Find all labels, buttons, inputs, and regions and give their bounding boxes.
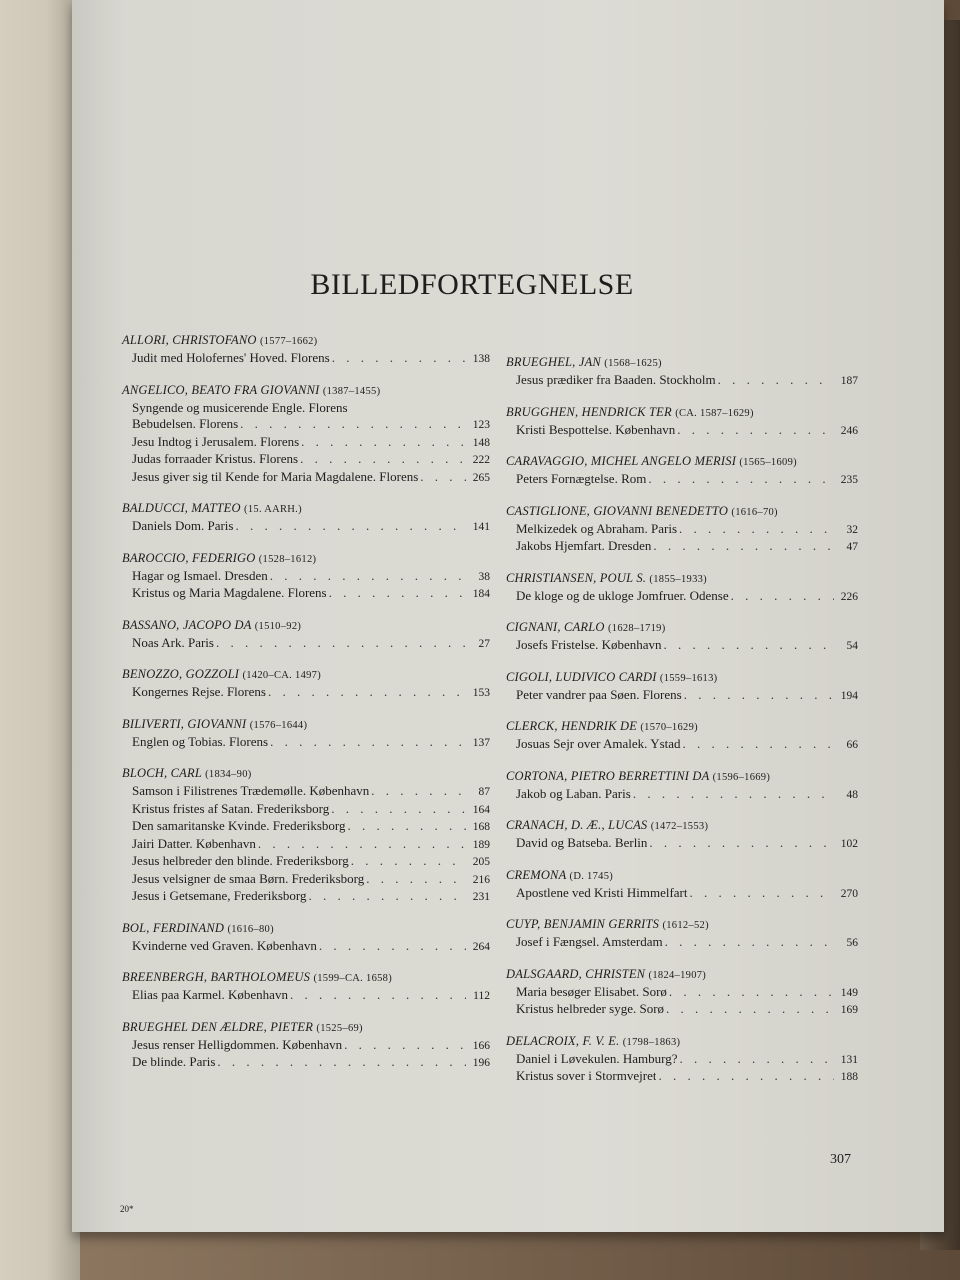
dot-leader bbox=[418, 469, 466, 486]
dot-leader bbox=[233, 518, 466, 535]
dot-leader bbox=[298, 451, 466, 468]
artwork-item bbox=[122, 635, 490, 653]
dot-leader bbox=[364, 871, 466, 888]
artist-dates: (1612–52) bbox=[662, 920, 709, 931]
artwork-title: Peter vandrer paa Søen. Florens bbox=[516, 686, 682, 702]
artist-dates: (1628–1719) bbox=[607, 623, 666, 634]
artwork-page: 148 bbox=[472, 436, 490, 449]
dot-leader bbox=[317, 938, 466, 955]
index-entry bbox=[122, 666, 490, 702]
artwork-page: 246 bbox=[840, 424, 858, 437]
dot-leader bbox=[677, 521, 834, 538]
artwork-title: Jesus giver sig til Kende for Maria Magdalene. Florens bbox=[132, 468, 419, 484]
index-entry bbox=[122, 382, 490, 487]
artwork-title: Kristus helbreder syge. Sorø bbox=[516, 1001, 665, 1016]
artwork-title: Daniel i Løvekulen. Hamburg? bbox=[516, 1050, 678, 1066]
dot-leader bbox=[256, 836, 466, 853]
artwork-item bbox=[122, 400, 490, 417]
index-entry bbox=[122, 550, 490, 603]
artwork-title: Kristi Bespottelse. København bbox=[516, 421, 676, 437]
artwork-title: Jairi Datter. København bbox=[132, 835, 256, 851]
dot-leader bbox=[675, 422, 834, 439]
artist-name: BRUEGHEL, JAN bbox=[506, 355, 601, 369]
artist-name: DALSGAARD, CHRISTEN bbox=[506, 966, 646, 981]
artwork-page: 166 bbox=[472, 1039, 490, 1052]
artist-heading bbox=[122, 969, 490, 987]
artist-heading bbox=[122, 666, 490, 684]
artwork-title: Jesus renser Helligdommen. København bbox=[132, 1036, 343, 1052]
artist-name: CREMONA bbox=[506, 867, 567, 882]
artist-dates: (1570–1629) bbox=[640, 722, 698, 733]
dot-leader bbox=[369, 783, 466, 800]
artist-heading bbox=[506, 453, 858, 471]
artist-name: CUYP, BENJAMIN GERRITS bbox=[506, 917, 660, 931]
dot-leader bbox=[327, 585, 466, 602]
artwork-title: Jesu Indtog i Jerusalem. Florens bbox=[132, 433, 300, 449]
artist-name: ALLORI, CHRISTOFANO bbox=[122, 333, 257, 347]
artwork-title: Josef i Fængsel. Amsterdam bbox=[516, 934, 663, 949]
artwork-item bbox=[122, 853, 490, 871]
artist-heading bbox=[122, 550, 490, 568]
book-page bbox=[72, 0, 944, 1232]
dot-leader bbox=[647, 835, 834, 852]
artwork-title: Kvinderne ved Graven. København bbox=[132, 937, 317, 953]
artwork-title: Samson i Filistrenes Trædemølle. København bbox=[132, 783, 370, 798]
artwork-page: 56 bbox=[846, 937, 858, 949]
artwork-page: 48 bbox=[846, 788, 858, 801]
artist-heading bbox=[506, 718, 858, 736]
index-entry bbox=[506, 1033, 858, 1086]
dot-leader bbox=[663, 934, 834, 951]
index-entry bbox=[506, 453, 858, 489]
artist-heading bbox=[506, 619, 858, 637]
dot-leader bbox=[662, 637, 834, 654]
artwork-item bbox=[506, 736, 858, 754]
artwork-title: Kristus fristes af Satan. Frederiksborg bbox=[132, 800, 330, 816]
index-column-left bbox=[122, 332, 490, 1086]
dot-leader bbox=[656, 1068, 834, 1085]
index-entry bbox=[506, 619, 858, 655]
artist-name: ANGELICO, BEATO FRA GIOVANNI bbox=[122, 382, 320, 397]
artwork-page: 169 bbox=[840, 1004, 858, 1016]
artist-name: BAROCCIO, FEDERIGO bbox=[122, 550, 256, 565]
artwork-title: Daniels Dom. Paris bbox=[132, 518, 234, 533]
artwork-item bbox=[506, 687, 858, 705]
artwork-item bbox=[122, 1054, 490, 1072]
artist-name: CASTIGLIONE, GIOVANNI BENEDETTO bbox=[506, 503, 729, 518]
artwork-page: 54 bbox=[846, 640, 858, 652]
index-entry bbox=[506, 354, 858, 390]
artwork-title: Den samaritanske Kvinde. Frederiksborg bbox=[132, 818, 346, 833]
artist-heading bbox=[122, 617, 490, 635]
artwork-item bbox=[506, 372, 858, 390]
artwork-item bbox=[506, 538, 858, 556]
artwork-item bbox=[122, 836, 490, 854]
artist-dates: (1559–1613) bbox=[659, 672, 718, 684]
artist-name: CIGOLI, LUDIVICO CARDI bbox=[506, 669, 657, 684]
artist-heading bbox=[506, 354, 858, 372]
artwork-page: 27 bbox=[478, 637, 490, 650]
artwork-title: Jakob og Laban. Paris bbox=[516, 785, 631, 801]
index-entry bbox=[506, 503, 858, 556]
index-entry bbox=[122, 969, 490, 1005]
dot-leader bbox=[631, 786, 834, 803]
artwork-item bbox=[506, 1001, 858, 1019]
artwork-item bbox=[122, 888, 490, 906]
artist-heading bbox=[506, 817, 858, 835]
dot-leader bbox=[646, 471, 834, 488]
artist-name: BENOZZO, GOZZOLI bbox=[122, 667, 240, 681]
dot-leader bbox=[667, 984, 834, 1001]
dot-leader bbox=[651, 538, 834, 555]
artwork-item bbox=[122, 568, 490, 586]
artwork-page: 222 bbox=[472, 454, 490, 466]
dot-leader bbox=[349, 853, 466, 870]
dot-leader bbox=[664, 1001, 834, 1018]
artist-name: CRANACH, D. Æ., LUCAS bbox=[506, 818, 648, 832]
artwork-page: 265 bbox=[472, 471, 490, 484]
artist-heading bbox=[506, 966, 858, 984]
index-entry bbox=[506, 916, 858, 952]
index-entry bbox=[122, 765, 490, 906]
artwork-item bbox=[122, 783, 490, 801]
artwork-title: Kongernes Rejse. Florens bbox=[132, 684, 266, 699]
artist-dates: (1855–1933) bbox=[649, 573, 707, 585]
dot-leader bbox=[268, 734, 466, 751]
artist-dates: (1568–1625) bbox=[604, 358, 662, 369]
artwork-page: 38 bbox=[478, 570, 490, 583]
artist-name: CIGNANI, CARLO bbox=[506, 620, 605, 634]
signature-mark: 20* bbox=[120, 1204, 134, 1214]
artwork-item bbox=[122, 684, 490, 702]
artist-dates: (1616–70) bbox=[731, 506, 778, 518]
artwork-title: Peters Fornægtelse. Rom bbox=[516, 471, 647, 486]
artwork-title: Jesus velsigner de smaa Børn. Frederiksborg bbox=[132, 870, 365, 886]
artwork-title: Maria besøger Elisabet. Sorø bbox=[516, 983, 667, 999]
artwork-item bbox=[506, 885, 858, 903]
artwork-title: Judit med Holofernes' Hoved. Florens bbox=[132, 350, 330, 365]
artwork-title: Elias paa Karmel. København bbox=[132, 987, 288, 1002]
artist-name: BRUEGHEL DEN ÆLDRE, PIETER bbox=[122, 1019, 314, 1034]
artwork-title: Jakobs Hjemfart. Dresden bbox=[516, 538, 652, 553]
artwork-page: 153 bbox=[472, 687, 490, 699]
artwork-item bbox=[506, 984, 858, 1002]
artist-name: BASSANO, JACOPO DA bbox=[122, 617, 252, 632]
artwork-page: 196 bbox=[472, 1057, 490, 1069]
artwork-page: 168 bbox=[472, 821, 490, 833]
dot-leader bbox=[288, 987, 466, 1004]
artwork-page: 66 bbox=[846, 739, 858, 751]
artwork-item bbox=[506, 471, 858, 489]
artwork-item bbox=[506, 934, 858, 952]
artwork-page: 131 bbox=[840, 1053, 858, 1066]
dot-leader bbox=[307, 888, 466, 905]
dot-leader bbox=[299, 434, 466, 451]
artwork-page: 235 bbox=[840, 474, 858, 486]
artwork-title: Kristus sover i Stormvejret bbox=[516, 1068, 657, 1083]
left-page-edge bbox=[0, 0, 80, 1280]
artist-name: CORTONA, PIETRO BERRETTINI DA bbox=[506, 768, 710, 783]
artist-dates: (1420–CA. 1497) bbox=[242, 670, 322, 681]
artist-name: BILIVERTI, GIOVANNI bbox=[122, 716, 247, 731]
artwork-item bbox=[506, 1068, 858, 1086]
artist-dates: (1599–CA. 1658) bbox=[313, 973, 393, 984]
artist-heading bbox=[122, 382, 490, 400]
index-entry bbox=[506, 768, 858, 804]
artist-heading bbox=[122, 716, 490, 734]
artwork-item bbox=[122, 871, 490, 889]
artist-dates: (1528–1612) bbox=[258, 553, 317, 565]
index-entry bbox=[506, 966, 858, 1019]
artwork-page: 231 bbox=[472, 891, 490, 903]
dot-leader bbox=[268, 568, 466, 585]
artist-heading bbox=[122, 1019, 490, 1037]
artwork-item bbox=[122, 469, 490, 487]
artist-dates: (1824–1907) bbox=[648, 969, 707, 981]
dot-leader bbox=[215, 1054, 466, 1071]
artwork-page: 226 bbox=[840, 590, 858, 603]
artist-dates: (1525–69) bbox=[316, 1022, 363, 1034]
artwork-title: Jesus helbreder den blinde. Frederiksborg bbox=[132, 853, 349, 868]
artist-heading bbox=[506, 669, 858, 687]
artist-name: BRUGGHEN, HENDRICK TER bbox=[506, 404, 672, 419]
index-entry bbox=[122, 332, 490, 368]
artist-dates: (1596–1669) bbox=[712, 771, 771, 783]
artwork-item bbox=[506, 588, 858, 606]
artwork-page: 137 bbox=[472, 736, 490, 749]
artist-dates: (1616–80) bbox=[227, 923, 274, 935]
index-entry bbox=[506, 867, 858, 903]
artist-heading bbox=[122, 332, 490, 350]
artwork-page: 188 bbox=[840, 1071, 858, 1083]
dot-leader bbox=[681, 736, 834, 753]
artwork-item bbox=[506, 521, 858, 539]
artwork-title: Josefs Fristelse. København bbox=[516, 637, 662, 652]
artist-name: CLERCK, HENDRIK DE bbox=[506, 719, 638, 733]
artwork-title: Judas forraader Kristus. Florens bbox=[132, 451, 299, 466]
artwork-page: 205 bbox=[472, 856, 490, 868]
artwork-title: Apostlene ved Kristi Himmelfart bbox=[516, 884, 688, 900]
index-entry bbox=[506, 817, 858, 853]
dot-leader bbox=[342, 1037, 466, 1054]
artwork-page: 123 bbox=[472, 419, 490, 431]
artist-dates: (1798–1863) bbox=[622, 1036, 681, 1048]
artwork-item bbox=[122, 416, 490, 434]
dot-leader bbox=[716, 372, 834, 389]
artwork-item bbox=[122, 451, 490, 469]
artwork-item bbox=[122, 434, 490, 452]
artist-dates: (1577–1662) bbox=[259, 336, 318, 347]
index-entry bbox=[506, 404, 858, 440]
artist-heading bbox=[122, 765, 490, 783]
artwork-page: 138 bbox=[472, 353, 490, 365]
artist-dates: (15. AARH.) bbox=[244, 504, 302, 515]
index-entry bbox=[122, 920, 490, 956]
artwork-title: David og Batseba. Berlin bbox=[516, 835, 648, 850]
index-entry bbox=[122, 617, 490, 653]
artist-heading bbox=[506, 570, 858, 588]
artist-heading bbox=[506, 1033, 858, 1051]
index-entry bbox=[122, 1019, 490, 1072]
artwork-item bbox=[506, 1051, 858, 1069]
artist-dates: (1387–1455) bbox=[322, 385, 381, 397]
artist-dates: (D. 1745) bbox=[569, 870, 614, 882]
artwork-title: Syngende og musicerende Engle. Florens bbox=[132, 399, 348, 415]
dot-leader bbox=[329, 801, 466, 818]
artwork-item bbox=[506, 422, 858, 440]
dot-leader bbox=[214, 635, 466, 652]
index-entry bbox=[506, 669, 858, 705]
artwork-page: 149 bbox=[840, 986, 858, 999]
dot-leader bbox=[238, 416, 466, 433]
artwork-title: Josuas Sejr over Amalek. Ystad bbox=[516, 736, 681, 751]
artist-heading bbox=[506, 503, 858, 521]
artwork-title: Hagar og Ismael. Dresden bbox=[132, 567, 268, 583]
artwork-item bbox=[506, 786, 858, 804]
dot-leader bbox=[682, 687, 834, 704]
artwork-item bbox=[122, 518, 490, 536]
index-entry bbox=[506, 718, 858, 754]
artwork-title: Kristus og Maria Magdalene. Florens bbox=[132, 585, 327, 600]
artwork-page: 187 bbox=[840, 375, 858, 387]
artwork-title: Jesus prædiker fra Baaden. Stockholm bbox=[516, 372, 716, 387]
artwork-item bbox=[122, 1037, 490, 1055]
dot-leader bbox=[688, 885, 835, 902]
artist-heading bbox=[506, 768, 858, 786]
artwork-page: 112 bbox=[473, 990, 490, 1002]
artist-name: BOL, FERDINAND bbox=[122, 920, 225, 935]
artwork-page: 32 bbox=[846, 523, 858, 536]
artwork-title: Bebudelsen. Florens bbox=[132, 416, 239, 431]
artist-name: DELACROIX, F. V. E. bbox=[506, 1033, 620, 1048]
artwork-page: 189 bbox=[472, 838, 490, 851]
artist-name: BLOCH, CARL bbox=[122, 766, 202, 780]
artist-dates: (1472–1553) bbox=[650, 821, 709, 832]
artwork-page: 270 bbox=[840, 887, 858, 900]
artwork-page: 102 bbox=[840, 838, 858, 850]
artist-name: CHRISTIANSEN, POUL S. bbox=[506, 570, 647, 585]
artist-heading bbox=[506, 916, 858, 934]
artist-name: BALDUCCI, MATTEO bbox=[122, 501, 241, 515]
page-number: 307 bbox=[830, 1152, 851, 1167]
index-entry bbox=[122, 500, 490, 536]
dot-leader bbox=[330, 350, 466, 367]
artwork-item bbox=[122, 734, 490, 752]
artwork-title: De blinde. Paris bbox=[132, 1054, 216, 1069]
artwork-item bbox=[122, 801, 490, 819]
artwork-page: 87 bbox=[478, 786, 490, 798]
artist-name: BREENBERGH, BARTHOLOMEUS bbox=[122, 970, 311, 984]
page-title: BILLEDFORTEGNELSE bbox=[310, 268, 634, 301]
artist-name: CARAVAGGIO, MICHEL ANGELO MERISI bbox=[506, 454, 737, 468]
artwork-title: Jesus i Getsemane, Frederiksborg bbox=[132, 888, 307, 903]
artwork-item bbox=[122, 350, 490, 368]
artwork-item bbox=[122, 818, 490, 836]
artist-heading bbox=[122, 920, 490, 938]
artwork-title: De kloge og de ukloge Jomfruer. Odense bbox=[516, 587, 729, 603]
artist-dates: (1576–1644) bbox=[249, 719, 308, 731]
index-column-right bbox=[506, 354, 858, 1100]
artwork-page: 264 bbox=[472, 940, 490, 953]
artwork-item bbox=[506, 835, 858, 853]
artwork-page: 47 bbox=[846, 541, 858, 553]
artwork-item bbox=[122, 585, 490, 603]
index-entry bbox=[122, 716, 490, 752]
artwork-item bbox=[122, 938, 490, 956]
index-entry bbox=[506, 570, 858, 606]
artist-heading bbox=[506, 867, 858, 885]
dot-leader bbox=[729, 588, 834, 605]
dot-leader bbox=[266, 684, 466, 701]
artist-dates: (1565–1609) bbox=[739, 457, 797, 468]
artwork-page: 184 bbox=[472, 588, 490, 600]
artwork-page: 216 bbox=[472, 873, 490, 886]
artist-dates: (1510–92) bbox=[254, 620, 302, 632]
artwork-title: Englen og Tobias. Florens bbox=[132, 733, 269, 749]
artist-dates: (CA. 1587–1629) bbox=[675, 407, 754, 419]
artwork-item bbox=[122, 987, 490, 1005]
artist-dates: (1834–90) bbox=[205, 769, 252, 780]
artist-heading bbox=[506, 404, 858, 422]
artwork-page: 164 bbox=[472, 803, 490, 816]
artwork-item bbox=[506, 637, 858, 655]
artwork-page: 141 bbox=[472, 521, 490, 533]
dot-leader bbox=[345, 818, 466, 835]
artwork-title: Noas Ark. Paris bbox=[132, 634, 214, 650]
artwork-title: Melkizedek og Abraham. Paris bbox=[516, 520, 678, 536]
artwork-page: 194 bbox=[840, 689, 858, 702]
dot-leader bbox=[678, 1051, 835, 1068]
artist-heading bbox=[122, 500, 490, 518]
